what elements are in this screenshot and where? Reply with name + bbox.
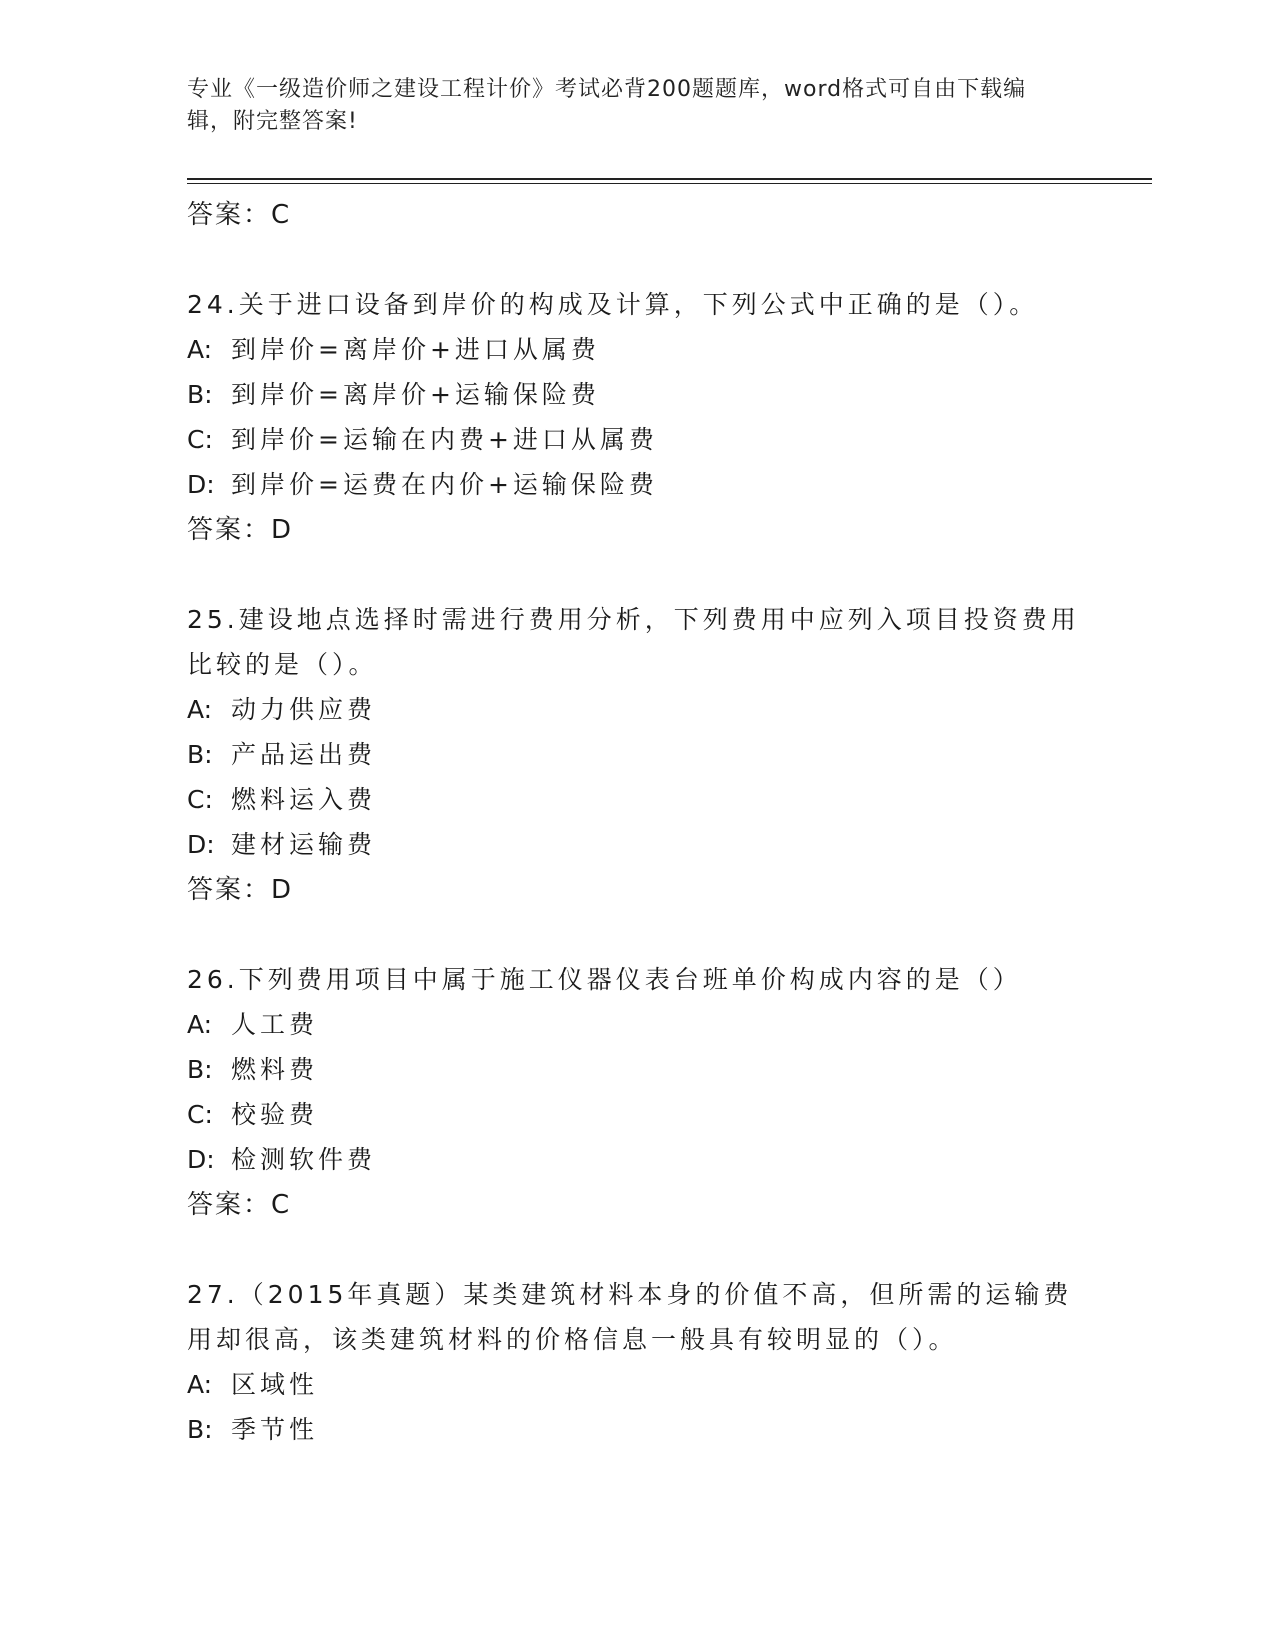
- option-c: [187, 417, 1087, 462]
- option-c: [187, 777, 1087, 822]
- option-letter: A:: [187, 695, 213, 724]
- header-divider-thick: [187, 178, 1152, 180]
- option-b: [187, 732, 1087, 777]
- option-text: 燃料费: [231, 1055, 319, 1084]
- header-divider-thin: [187, 183, 1152, 184]
- option-a: [187, 1002, 1087, 1047]
- option-text: 区域性: [231, 1370, 319, 1399]
- question-stem: 25.建设地点选择时需进行费用分析，下列费用中应列入项目投资费用比较的是（）。: [187, 605, 1080, 679]
- option-b: [187, 1407, 1087, 1452]
- option-b: [187, 372, 1087, 417]
- option-text: 到岸价=离岸价+运输保险费: [231, 380, 600, 409]
- option-letter: D:: [187, 830, 215, 859]
- option-d: [187, 822, 1087, 867]
- option-text: 季节性: [231, 1415, 319, 1444]
- answer-line: 答案：D: [187, 875, 294, 905]
- option-letter: C:: [187, 785, 213, 814]
- option-a: [187, 687, 1087, 732]
- option-letter: D:: [187, 470, 215, 499]
- question-list: [187, 192, 1087, 1452]
- option-text: 检测软件费: [231, 1145, 377, 1174]
- option-text: 到岸价=运输在内费+进口从属费: [231, 425, 658, 454]
- question-27: [187, 1272, 1087, 1452]
- question-stem: 26.下列费用项目中属于施工仪器仪表台班单价构成内容的是（）: [187, 965, 1022, 994]
- option-letter: A:: [187, 335, 213, 364]
- question-24: [187, 282, 1087, 553]
- option-text: 产品运出费: [231, 740, 377, 769]
- option-letter: B:: [187, 380, 213, 409]
- answer-line: 答案：D: [187, 515, 294, 545]
- option-text: 动力供应费: [231, 695, 377, 724]
- question-26: [187, 957, 1087, 1228]
- option-letter: D:: [187, 1145, 215, 1174]
- option-a: [187, 1362, 1087, 1407]
- option-d: [187, 462, 1087, 507]
- option-text: 到岸价=离岸价+进口从属费: [231, 335, 600, 364]
- option-letter: C:: [187, 425, 213, 454]
- previous-answer: 答案：C: [187, 200, 292, 230]
- question-stem: 24.关于进口设备到岸价的构成及计算，下列公式中正确的是（）。: [187, 290, 1039, 319]
- option-d: [187, 1137, 1087, 1182]
- option-text: 建材运输费: [231, 830, 377, 859]
- option-text: 人工费: [231, 1010, 319, 1039]
- question-stem: 27.（2015年真题）某类建筑材料本身的价值不高，但所需的运输费用却很高，该类建筑材料的价格信息一般具有较明显的（）。: [187, 1280, 1073, 1354]
- question-25: [187, 597, 1087, 913]
- option-letter: A:: [187, 1010, 213, 1039]
- option-letter: C:: [187, 1100, 213, 1129]
- option-text: 到岸价=运费在内价+运输保险费: [231, 470, 658, 499]
- option-text: 校验费: [231, 1100, 319, 1129]
- option-text: 燃料运入费: [231, 785, 377, 814]
- option-a: [187, 327, 1087, 372]
- option-letter: B:: [187, 740, 213, 769]
- answer-line: 答案：C: [187, 1190, 292, 1220]
- option-letter: A:: [187, 1370, 213, 1399]
- option-letter: B:: [187, 1415, 213, 1444]
- document-header-note: 专业《一级造价师之建设工程计价》考试必背200题题库，word格式可自由下载编辑，附完整答案!: [187, 77, 1027, 134]
- option-letter: B:: [187, 1055, 213, 1084]
- option-b: [187, 1047, 1087, 1092]
- option-c: [187, 1092, 1087, 1137]
